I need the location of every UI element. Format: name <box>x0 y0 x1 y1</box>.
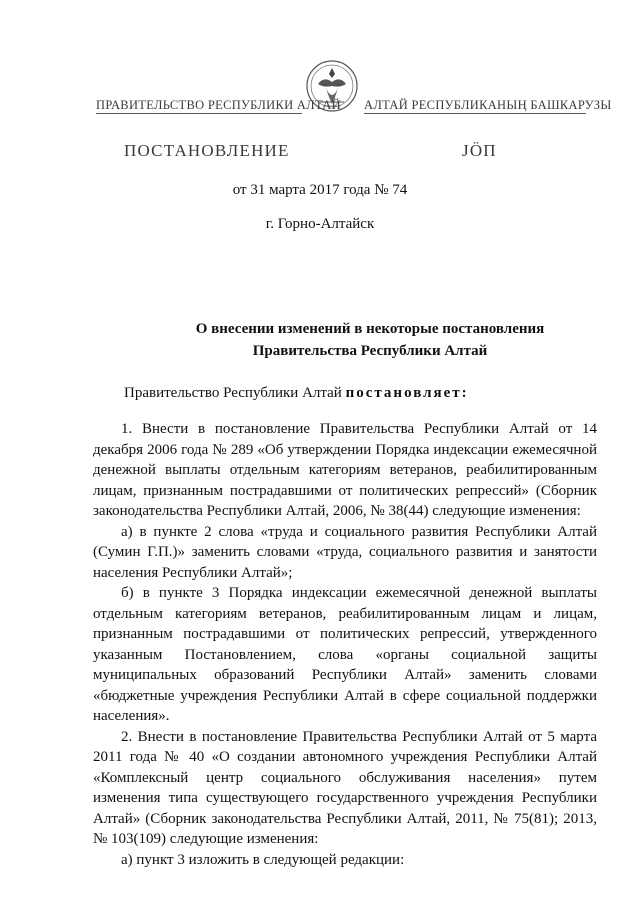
doc-type-altai: JӦП <box>462 141 497 160</box>
paragraph: 2. Внести в постановление Правительства Республики Алтай от 5 марта 2011 года № 40 «О создании автономного учреждения Республики Алтай «Комплексный центр социального обслуживания населения» путем изменения типа существующего государственного учреждения Республики Алтай» (Сборник законодательства Республики Алтай, 2011, № 75(81); 2013, № 103(109) следующие изменения: <box>93 728 597 847</box>
title-line-2: Правительства Республики Алтай <box>252 343 488 359</box>
org-name-altai: АЛТАЙ РЕСПУБЛИКАНЫҢ БАШКАРУЗЫ <box>364 98 612 112</box>
document-body <box>93 419 597 870</box>
paragraph: а) пункт 3 изложить в следующей редакции: <box>121 851 405 868</box>
header-rule-right <box>364 113 586 114</box>
document-date-number: от 31 марта 2017 года № 74 <box>232 182 408 198</box>
document-place: г. Горно-Алтайск <box>265 216 375 232</box>
header-rule-left <box>96 113 302 114</box>
intro-text: Правительство Республики Алтай <box>124 385 346 401</box>
paragraph: б) в пункте 3 Порядка индексации ежемесячной денежной выплаты отдельным категориям ветеранов, реабилитированным лицам и лицам, признанным пострадавшими от политических репрессий, утвержденного указанным Постановлением, слова «органы социальной защиты муниципальных образований Республики Алтай» заменить словами «бюджетные учреждения Республики Алтай в сфере социальной поддержки населения». <box>93 585 597 724</box>
paragraph: 1. Внести в постановление Правительства Республики Алтай от 14 декабря 2006 года № 289 «Об утверждении Порядка индексации ежемесячной денежной выплаты отдельным категориям ветеранов, реабилитированным лицам, признанным пострадавшими от политических репрессий» (Сборник законодательства Республики Алтай, 2006, № 38(44) следующие изменения: <box>93 421 597 519</box>
document-title <box>180 318 560 362</box>
resolution-intro <box>124 385 469 402</box>
intro-resolves: постановляет: <box>345 385 469 401</box>
doc-type-russian: ПОСТАНОВЛЕНИЕ <box>124 141 290 160</box>
paragraph: а) в пункте 2 слова «труда и социального развития Республики Алтай (Сумин Г.П.)» заменить словами «труда, социального развития и занятости населения Республики Алтай»; <box>93 523 597 581</box>
org-name-russian: ПРАВИТЕЛЬСТВО РЕСПУБЛИКИ АЛТАЙ <box>96 98 341 112</box>
title-line-1: О внесении изменений в некоторые постановления <box>195 321 545 337</box>
